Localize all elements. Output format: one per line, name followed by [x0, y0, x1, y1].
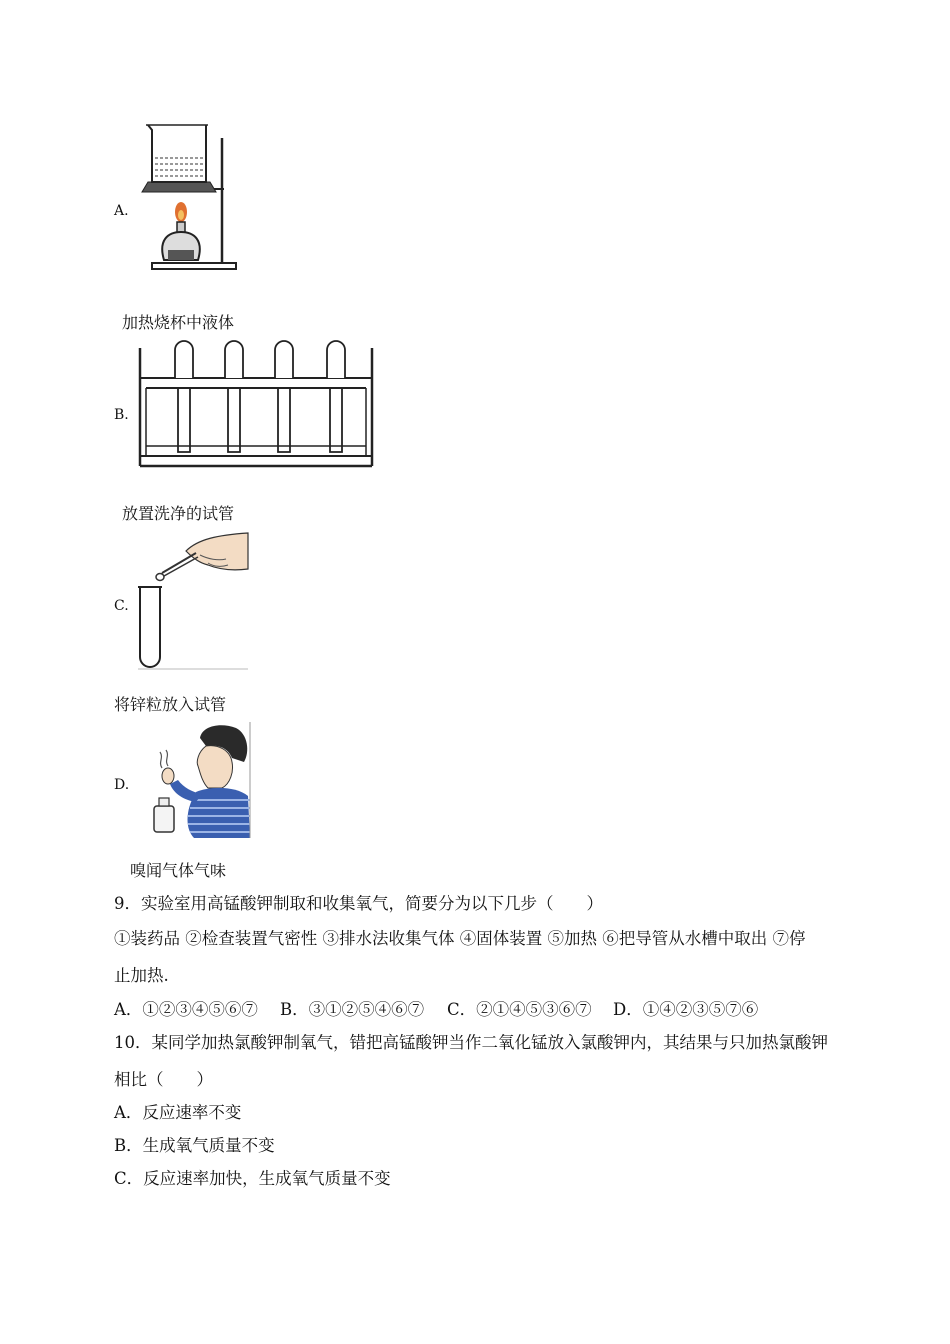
q9-choice-d: D．①④②③⑤⑦⑥ [613, 1000, 759, 1019]
beaker-heating-figure [140, 120, 245, 275]
q10-choice-c: C．反应速率加快，生成氧气质量不变 [114, 1169, 391, 1188]
option-a-letter: A. [114, 203, 129, 219]
test-tube-rack-figure [138, 340, 378, 470]
q9-steps-line2: 止加热. [114, 966, 169, 985]
option-b-caption: 放置洗净的试管 [122, 504, 235, 523]
q10-choice-b: B．生成氧气质量不变 [114, 1136, 275, 1155]
option-c-letter: C. [114, 598, 129, 614]
q9-choice-c: C．②①④⑤③⑥⑦ [447, 1000, 592, 1019]
option-b-letter: B. [114, 407, 129, 423]
option-a-caption: 加热烧杯中液体 [122, 313, 235, 332]
q10-stem-line1: 10．某同学加热氯酸钾制氧气，错把高锰酸钾当作二氧化锰放入氯酸钾内，其结果与只加热氯酸钾 [114, 1033, 828, 1052]
q9-stem: 9．实验室用高锰酸钾制取和收集氧气，简要分为以下几步（ ） [114, 894, 603, 913]
q9-choice-a: A．①②③④⑤⑥⑦ [114, 1000, 258, 1019]
option-d-caption: 嗅闻气体气味 [130, 861, 227, 880]
q9-steps-line1: ①装药品 ②检查装置气密性 ③排水法收集气体 ④固体装置 ⑤加热 ⑥把导管从水槽中取出 ⑦停 [114, 929, 806, 948]
zinc-into-tube-figure [138, 533, 250, 671]
q9-choice-b: B．③①②⑤④⑥⑦ [280, 1000, 425, 1019]
option-d-letter: D. [114, 777, 130, 793]
q10-stem-line2: 相比（ ） [114, 1070, 213, 1089]
option-c-caption: 将锌粒放入试管 [114, 695, 227, 714]
smelling-gas-figure [140, 722, 252, 840]
q10-choice-a: A．反应速率不变 [114, 1103, 242, 1122]
